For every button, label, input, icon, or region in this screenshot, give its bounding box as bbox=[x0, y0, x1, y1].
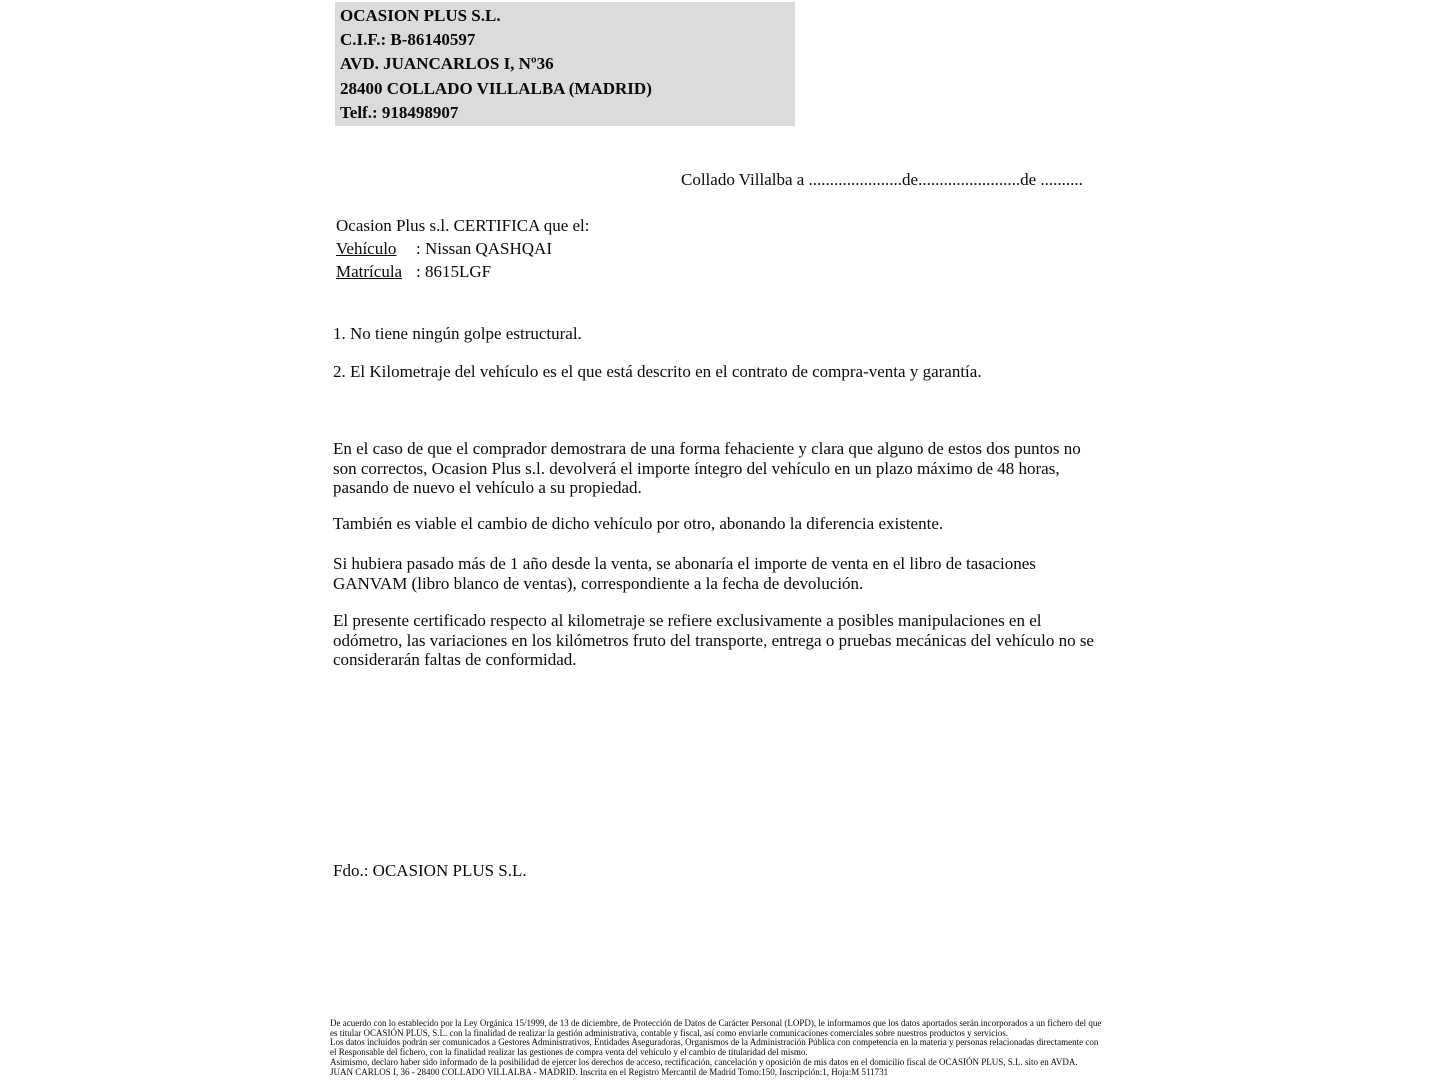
vehicle-row bbox=[336, 239, 552, 259]
legal-paragraph-lopd: De acuerdo con lo establecido por la Ley Orgánica 15/1999, de 13 de diciembre, de Protección de Datos de Carácter Personal (LOPD), le informamos que los datos aportados serán incorporados a un fichero del que es titular OCASIÓN PLUS, S.L. con la finalidad de realizar la gestión administrativa, contable y fiscal, así como enviarle comunicaciones comerciales sobre nuestros productos y servicios. bbox=[330, 1018, 1102, 1038]
condition-item-1: 1. No tiene ningún golpe estructural. bbox=[333, 324, 582, 343]
date-line: Collado Villalba a ......................de........................de .......... bbox=[681, 170, 1083, 189]
company-header-box bbox=[335, 2, 795, 126]
vehicle-value: : Nissan QASHQAI bbox=[416, 239, 552, 258]
company-address: AVD. JUANCARLOS I, Nº36 bbox=[340, 54, 554, 74]
plate-value: : 8615LGF bbox=[416, 262, 492, 281]
vehicle-label: Vehículo bbox=[336, 239, 397, 258]
plate-row bbox=[336, 262, 491, 282]
paragraph-odometer: El presente certificado respecto al kilometraje se refiere exclusivamente a posibles manipulaciones en el odómetro, las variaciones en los kilómetros fruto del transporte, entrega o pruebas mecánicas del vehículo no se considerarán faltas de conformidad. bbox=[333, 611, 1094, 670]
signature-line: Fdo.: OCASION PLUS S.L. bbox=[333, 861, 527, 880]
condition-item-2: 2. El Kilometraje del vehículo es el que está descrito en el contrato de compra-venta y garantía. bbox=[333, 362, 982, 381]
certification-intro: Ocasion Plus s.l. CERTIFICA que el: bbox=[336, 216, 590, 235]
paragraph-refund: En el caso de que el comprador demostrara de una forma fehaciente y clara que alguno de estos dos puntos no son correctos, Ocasion Plus s.l. devolverá el importe íntegro del vehículo en un plazo máximo de 48 horas, pasando de nuevo el vehículo a su propiedad. bbox=[333, 439, 1081, 498]
company-name: OCASION PLUS S.L. bbox=[340, 6, 501, 25]
legal-footer bbox=[330, 1019, 1102, 1077]
company-phone: Telf.: 918498907 bbox=[340, 102, 459, 122]
paragraph-ganvam: Si hubiera pasado más de 1 año desde la venta, se abonaría el importe de venta en el libro de tasaciones GANVAM (libro blanco de ventas), correspondiente a la fecha de devolución. bbox=[333, 554, 1036, 593]
legal-paragraph-data-sharing: Los datos incluidos podrán ser comunicados a Gestores Administrativos, Entidades Aseguradoras, Organismos de la Administración Pública con competencia en la materia y personas relacionadas directamente con el Responsable del fichero, con la finalidad realizar las gestiones de compra venta del vehículo y el cambio de titularidad del mismo. bbox=[330, 1037, 1099, 1058]
company-city: 28400 COLLADO VILLALBA (MADRID) bbox=[340, 78, 652, 98]
legal-paragraph-rights: Asimismo, declaro haber sido informado de la posibilidad de ejercer los derechos de acceso, rectificación, cancelación y oposición de mis datos en el domicilio fiscal de OCASIÓN PLUS, S.L. sito en AVDA. JUAN CARLOS I, 36 - 28400 COLLADO VILLALBA - MADRID. Inscrita en el Registro Mercantil de Madrid Tomo:150, Inscripción:1, Hoja:M 511731 bbox=[330, 1056, 1078, 1077]
plate-label: Matrícula bbox=[336, 262, 403, 281]
paragraph-exchange: También es viable el cambio de dicho vehículo por otro, abonando la diferencia existente. bbox=[333, 514, 944, 533]
company-cif: C.I.F.: B-86140597 bbox=[340, 30, 476, 50]
